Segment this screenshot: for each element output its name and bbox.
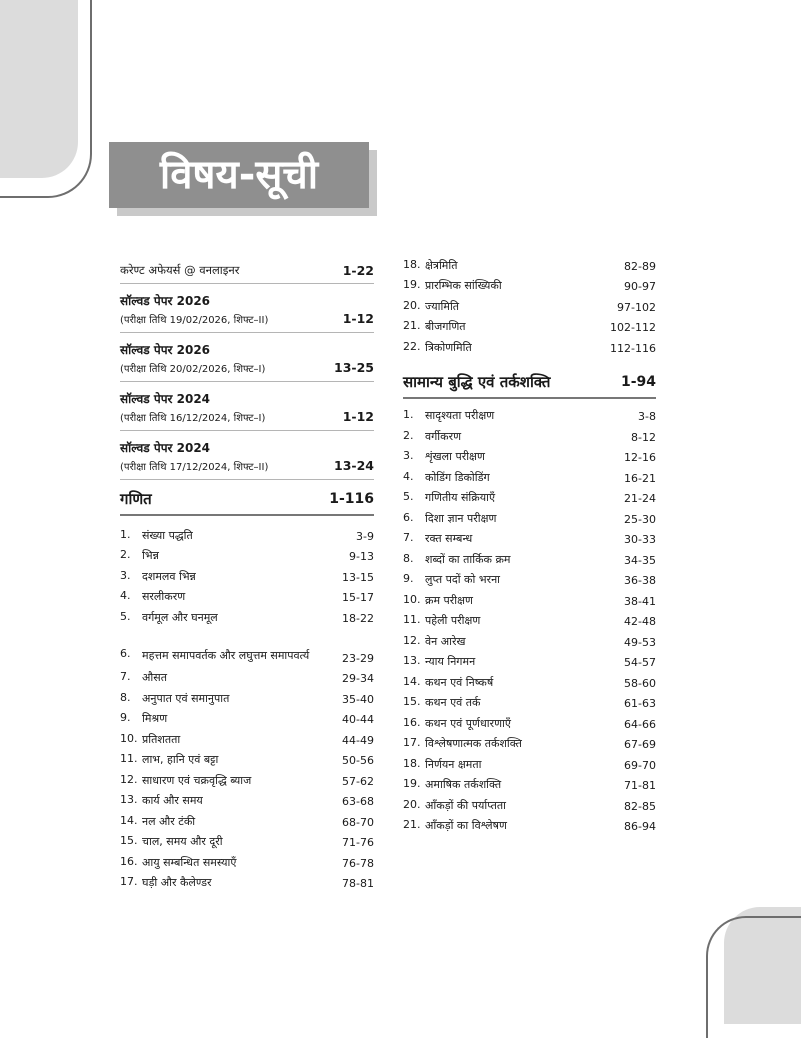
toc-item-pages: 13-15 xyxy=(342,570,374,584)
maths-items-continued xyxy=(403,252,656,355)
toc-item-number: 11. xyxy=(120,752,138,765)
toc-item[interactable] xyxy=(403,751,656,772)
toc-item[interactable] xyxy=(120,563,374,584)
toc-item-pages: 82-85 xyxy=(624,799,656,813)
toc-item-number: 8. xyxy=(403,551,414,565)
toc-item-number: 10. xyxy=(120,731,138,745)
toc-item-pages: 67-69 xyxy=(624,738,656,751)
toc-item-title: प्रतिशतता xyxy=(142,732,181,746)
toc-item-title: औसत xyxy=(142,671,167,684)
toc-item-number: 18. xyxy=(403,257,421,271)
toc-item-left xyxy=(403,319,466,334)
toc-item-left xyxy=(403,572,500,587)
toc-item-title: सादृश्यता परीक्षण xyxy=(425,409,495,422)
toc-item-number: 17. xyxy=(120,875,138,888)
toc-item-left xyxy=(403,340,472,355)
toc-item-left xyxy=(403,490,495,505)
toc-item-number: 8. xyxy=(120,690,131,704)
toc-item[interactable] xyxy=(120,788,374,809)
toc-item-title: लुप्त पदों को भरना xyxy=(425,573,501,586)
reasoning-section-pages: 1-94 xyxy=(620,373,656,390)
toc-item-left xyxy=(120,647,322,665)
toc-item-number: 9. xyxy=(403,572,414,585)
solved-paper-details xyxy=(120,457,374,474)
toc-item-pages: 76-78 xyxy=(342,856,374,870)
toc-item-left xyxy=(120,691,229,706)
toc-item-left xyxy=(403,470,490,485)
toc-item-pages: 25-30 xyxy=(624,512,656,526)
toc-item-title: बीजगणित xyxy=(425,320,466,333)
toc-item-pages: 12-16 xyxy=(624,451,656,464)
toc-item-pages: 78-81 xyxy=(342,877,374,890)
toc-item-pages: 3-8 xyxy=(638,410,656,423)
toc-item[interactable] xyxy=(120,685,374,706)
toc-item-left xyxy=(120,834,223,849)
toc-item-title: कथन एवं पूर्णधारणाएँ xyxy=(425,716,511,730)
toc-item-pages: 30-33 xyxy=(624,533,656,546)
toc-item-number: 5. xyxy=(403,490,414,503)
toc-item-title: रक्त सम्बन्ध xyxy=(425,532,473,545)
toc-item[interactable] xyxy=(403,628,656,649)
current-affairs-entry[interactable] xyxy=(120,258,374,284)
solved-paper-details xyxy=(120,310,374,327)
toc-item-number: 12. xyxy=(403,633,421,647)
toc-item-left xyxy=(403,511,496,526)
toc-item-pages: 82-89 xyxy=(624,259,656,273)
toc-item[interactable] xyxy=(403,485,656,506)
toc-item-title: भिन्न xyxy=(142,549,159,562)
toc-item-pages: 69-70 xyxy=(624,758,656,772)
toc-item-number: 22. xyxy=(403,339,421,353)
solved-paper-title: सॉल्वड पेपर 2024 xyxy=(120,392,211,406)
toc-item[interactable] xyxy=(403,444,656,465)
toc-item-title: नल और टंकी xyxy=(142,814,196,828)
toc-item-left xyxy=(120,793,203,808)
toc-item[interactable] xyxy=(403,731,656,752)
toc-item-title: शब्दों का तार्किक क्रम xyxy=(425,552,511,566)
toc-item[interactable] xyxy=(120,747,374,768)
solved-paper-subtitle: (परीक्षा तिथि 17/12/2024, शिफ्ट–II) xyxy=(120,461,269,473)
solved-paper-subtitle: (परीक्षा तिथि 19/02/2026, शिफ्ट–II) xyxy=(120,314,269,326)
toc-column-right xyxy=(403,258,656,833)
toc-item-number: 7. xyxy=(120,670,131,683)
toc-item-title: आयु सम्बन्धित समस्याएँ xyxy=(142,855,237,869)
toc-item-title: गणितीय संक्रियाएँ xyxy=(425,491,496,504)
toc-item-pages: 49-53 xyxy=(624,635,656,649)
toc-item[interactable] xyxy=(403,334,656,355)
toc-item-left xyxy=(403,408,494,423)
toc-item-number: 14. xyxy=(120,813,138,827)
toc-item[interactable] xyxy=(403,772,656,793)
toc-item-number: 19. xyxy=(403,777,421,790)
toc-item-number: 21. xyxy=(403,818,421,831)
toc-item-title: क्रम परीक्षण xyxy=(425,593,473,607)
toc-item[interactable] xyxy=(403,690,656,711)
toc-item-number: 2. xyxy=(120,548,131,561)
toc-item-title: घड़ी और कैलेण्डर xyxy=(142,876,212,889)
toc-item-title: पहेली परीक्षण xyxy=(425,614,481,627)
toc-column-left xyxy=(120,258,374,890)
toc-item-title: ज्यामिति xyxy=(425,299,460,313)
toc-item[interactable] xyxy=(403,649,656,670)
corner-outline-top-left xyxy=(0,0,92,198)
toc-item-title: वेन आरेख xyxy=(425,634,466,648)
toc-item-number: 3. xyxy=(403,449,414,462)
toc-item-number: 1. xyxy=(403,408,414,421)
current-affairs-pages: 1-22 xyxy=(342,263,374,278)
toc-item[interactable] xyxy=(403,608,656,629)
toc-item-title: अनुपात एवं समानुपात xyxy=(142,691,230,705)
toc-item-pages: 64-66 xyxy=(624,717,656,731)
toc-item-number: 9. xyxy=(120,711,131,724)
solved-paper-pages: 1-12 xyxy=(342,311,374,326)
toc-item-number: 7. xyxy=(403,531,414,544)
toc-item[interactable] xyxy=(403,273,656,294)
toc-item-left xyxy=(120,711,167,726)
toc-item-pages: 42-48 xyxy=(624,615,656,628)
toc-item-title: कथन एवं निष्कर्ष xyxy=(425,675,494,689)
toc-item-number: 10. xyxy=(403,592,421,606)
toc-item-number: 6. xyxy=(403,510,414,524)
toc-item-number: 12. xyxy=(120,772,138,786)
toc-item-pages: 90-97 xyxy=(624,280,656,293)
toc-item-pages: 15-17 xyxy=(342,591,374,604)
toc-item[interactable] xyxy=(120,870,374,891)
toc-item-pages: 34-35 xyxy=(624,553,656,567)
maths-section-pages: 1-116 xyxy=(329,491,374,507)
toc-item-left xyxy=(120,814,195,829)
toc-item-pages: 8-12 xyxy=(631,430,656,444)
toc-item-title: मिश्रण xyxy=(142,712,168,725)
toc-item-number: 2. xyxy=(403,428,414,442)
toc-item[interactable] xyxy=(120,584,374,605)
toc-item-number: 13. xyxy=(120,793,138,806)
toc-item-left xyxy=(403,675,493,690)
toc-item-left xyxy=(403,552,511,567)
current-affairs-label: करेण्ट अफेयर्स @ वनलाइनर xyxy=(120,263,240,277)
toc-item[interactable] xyxy=(120,726,374,747)
toc-item-number: 4. xyxy=(403,469,414,483)
toc-item[interactable] xyxy=(120,604,374,625)
toc-item[interactable] xyxy=(403,314,656,335)
toc-item-number: 3. xyxy=(120,568,131,582)
toc-item-pages: 29-34 xyxy=(342,672,374,685)
toc-item-number: 18. xyxy=(403,756,421,770)
toc-item-number: 16. xyxy=(120,854,138,868)
toc-item-left xyxy=(403,613,480,628)
toc-item-title: संख्या पद्धति xyxy=(142,528,193,542)
toc-item[interactable] xyxy=(403,252,656,273)
toc-item-left xyxy=(403,531,472,546)
toc-item-title: लाभ, हानि एवं बट्टा xyxy=(142,753,219,766)
toc-item[interactable] xyxy=(403,546,656,567)
toc-item[interactable] xyxy=(120,665,374,686)
toc-item[interactable] xyxy=(120,829,374,850)
toc-item-left xyxy=(120,670,167,685)
toc-item-title: वर्गमूल और घनमूल xyxy=(142,610,218,624)
toc-item-left xyxy=(403,736,522,751)
toc-item-left xyxy=(120,548,159,563)
solved-paper-entry[interactable] xyxy=(120,284,374,333)
toc-item-left xyxy=(120,773,251,788)
solved-papers-list xyxy=(120,284,374,480)
toc-item-number: 4. xyxy=(120,589,131,602)
toc-item-pages: 54-57 xyxy=(624,656,656,669)
toc-item-number: 5. xyxy=(120,609,131,623)
solved-paper-pages: 13-24 xyxy=(334,458,374,473)
toc-item-left xyxy=(403,449,485,464)
toc-item-number: 16. xyxy=(403,715,421,729)
page-title: विषय-सूची xyxy=(109,142,369,208)
maths-items-list xyxy=(120,522,374,890)
solved-paper-subtitle: (परीक्षा तिथि 20/02/2026, शिफ्ट–I) xyxy=(120,363,266,375)
toc-item-title: कथन एवं तर्क xyxy=(425,696,481,709)
toc-item-left xyxy=(403,716,511,731)
toc-item-left xyxy=(120,528,193,543)
toc-item[interactable] xyxy=(403,505,656,526)
toc-item-number: 20. xyxy=(403,797,421,811)
toc-item-title: कार्य और समय xyxy=(142,794,203,807)
maths-section-header[interactable] xyxy=(120,484,374,516)
toc-item[interactable] xyxy=(403,293,656,314)
toc-item-title: त्रिकोणमिति xyxy=(425,340,472,354)
toc-item-left xyxy=(120,589,185,604)
toc-item-left xyxy=(120,569,196,584)
reasoning-items-list xyxy=(403,403,656,834)
toc-item[interactable] xyxy=(403,423,656,444)
toc-item-left xyxy=(403,757,481,772)
toc-item[interactable] xyxy=(403,464,656,485)
toc-item-left xyxy=(403,278,502,293)
toc-item-title: आँकड़ों का विश्लेषण xyxy=(425,819,507,832)
toc-item-pages: 21-24 xyxy=(624,492,656,505)
solved-paper-entry[interactable] xyxy=(120,431,374,480)
toc-item-pages: 58-60 xyxy=(624,676,656,690)
toc-item-title: शृंखला परीक्षण xyxy=(425,450,485,463)
toc-item-pages: 71-76 xyxy=(342,836,374,849)
toc-item-left xyxy=(403,818,507,833)
toc-item-left xyxy=(403,634,465,649)
toc-item-left xyxy=(403,777,501,792)
toc-item-number: 6. xyxy=(120,646,131,660)
toc-item-left xyxy=(403,593,473,608)
toc-item-pages: 71-81 xyxy=(624,779,656,792)
toc-item[interactable] xyxy=(403,526,656,547)
toc-item[interactable] xyxy=(403,792,656,813)
toc-item[interactable] xyxy=(120,543,374,564)
solved-paper-subtitle: (परीक्षा तिथि 16/12/2024, शिफ्ट–I) xyxy=(120,412,266,424)
solved-paper-pages: 13-25 xyxy=(334,360,374,375)
toc-item-title: दिशा ज्ञान परीक्षण xyxy=(425,511,497,525)
toc-item-pages: 50-56 xyxy=(342,754,374,767)
toc-item-number: 11. xyxy=(403,613,421,626)
toc-item-title: महत्तम समापवर्तक और लघुत्तम समापवर्त्य xyxy=(142,648,310,662)
toc-item-pages: 18-22 xyxy=(342,611,374,625)
toc-item-left xyxy=(403,654,475,669)
toc-item-pages: 61-63 xyxy=(624,697,656,710)
toc-item-pages: 16-21 xyxy=(624,471,656,485)
toc-item-number: 21. xyxy=(403,319,421,332)
toc-item-pages: 112-116 xyxy=(610,341,656,355)
toc-item-pages: 68-70 xyxy=(342,815,374,829)
toc-item-left xyxy=(120,855,236,870)
toc-item-pages: 23-29 xyxy=(342,651,374,665)
reasoning-section-header[interactable] xyxy=(403,367,656,399)
solved-paper-title: सॉल्वड पेपर 2026 xyxy=(120,294,211,308)
toc-item-title: कोडिंग डिकोडिंग xyxy=(425,470,490,484)
toc-item-pages: 86-94 xyxy=(624,820,656,833)
toc-item[interactable] xyxy=(120,706,374,727)
toc-item-pages: 102-112 xyxy=(610,321,656,334)
toc-item-number: 15. xyxy=(120,834,138,847)
maths-section-name: गणित xyxy=(120,490,152,508)
toc-item-title: अमाषिक तर्कशक्ति xyxy=(425,778,502,791)
toc-item-title: सरलीकरण xyxy=(142,590,186,603)
toc-item-left xyxy=(120,610,218,625)
toc-item-number: 13. xyxy=(403,654,421,667)
toc-item-pages: 44-49 xyxy=(342,733,374,747)
solved-paper-pages: 1-12 xyxy=(342,409,374,424)
toc-item[interactable] xyxy=(403,567,656,588)
solved-paper-title: सॉल्वड पेपर 2024 xyxy=(120,441,211,455)
toc-item-left xyxy=(403,798,506,813)
toc-item-title: आँकड़ों की पर्याप्तता xyxy=(425,798,506,812)
solved-paper-details xyxy=(120,408,374,425)
solved-paper-title: सॉल्वड पेपर 2026 xyxy=(120,343,211,357)
toc-item-pages: 35-40 xyxy=(342,692,374,706)
solved-paper-entry[interactable] xyxy=(120,333,374,382)
toc-item[interactable] xyxy=(403,813,656,834)
toc-item[interactable] xyxy=(120,625,374,665)
toc-item-title: न्याय निगमन xyxy=(425,655,476,668)
toc-item-title: प्रारम्भिक सांख्यिकी xyxy=(425,279,502,292)
toc-item[interactable] xyxy=(120,767,374,788)
toc-item-pages: 40-44 xyxy=(342,713,374,726)
toc-item-left xyxy=(403,299,459,314)
toc-item-number: 14. xyxy=(403,674,421,688)
toc-item-number: 1. xyxy=(120,527,131,541)
toc-item-left xyxy=(403,429,461,444)
toc-item-pages: 36-38 xyxy=(624,574,656,587)
reasoning-section-name: सामान्य बुद्धि एवं तर्कशक्ति xyxy=(403,372,551,391)
toc-item-title: दशमलव भिन्न xyxy=(142,569,196,583)
toc-item[interactable] xyxy=(120,522,374,543)
toc-item-left xyxy=(403,695,481,710)
toc-item-number: 15. xyxy=(403,695,421,708)
toc-item-number: 20. xyxy=(403,298,421,312)
corner-outline-bottom-right xyxy=(706,916,801,1038)
solved-paper-entry[interactable] xyxy=(120,382,374,431)
toc-item-pages: 3-9 xyxy=(356,529,374,543)
toc-item-title: चाल, समय और दूरी xyxy=(142,835,223,848)
solved-paper-details xyxy=(120,359,374,376)
toc-item-pages: 9-13 xyxy=(349,550,374,563)
toc-item-title: क्षेत्रमिति xyxy=(425,258,458,272)
toc-item[interactable] xyxy=(403,403,656,424)
toc-item-number: 17. xyxy=(403,736,421,749)
toc-item[interactable] xyxy=(120,849,374,870)
toc-item-left xyxy=(120,732,180,747)
toc-item-left xyxy=(120,752,218,767)
toc-item-pages: 57-62 xyxy=(342,774,374,788)
toc-item-number: 19. xyxy=(403,278,421,291)
toc-item[interactable] xyxy=(120,808,374,829)
toc-item-pages: 97-102 xyxy=(617,300,656,314)
toc-item-left xyxy=(403,258,458,273)
toc-item[interactable] xyxy=(403,587,656,608)
toc-item-left xyxy=(120,875,212,890)
toc-item-pages: 38-41 xyxy=(624,594,656,608)
toc-item-title: विश्लेषणात्मक तर्कशक्ति xyxy=(425,737,522,750)
toc-item-title: वर्गीकरण xyxy=(425,429,462,443)
toc-item-title: निर्णयन क्षमता xyxy=(425,757,482,771)
toc-item[interactable] xyxy=(403,669,656,690)
toc-item[interactable] xyxy=(403,710,656,731)
toc-item-title: साधारण एवं चक्रवृद्धि ब्याज xyxy=(142,773,252,787)
toc-item-pages: 63-68 xyxy=(342,795,374,808)
